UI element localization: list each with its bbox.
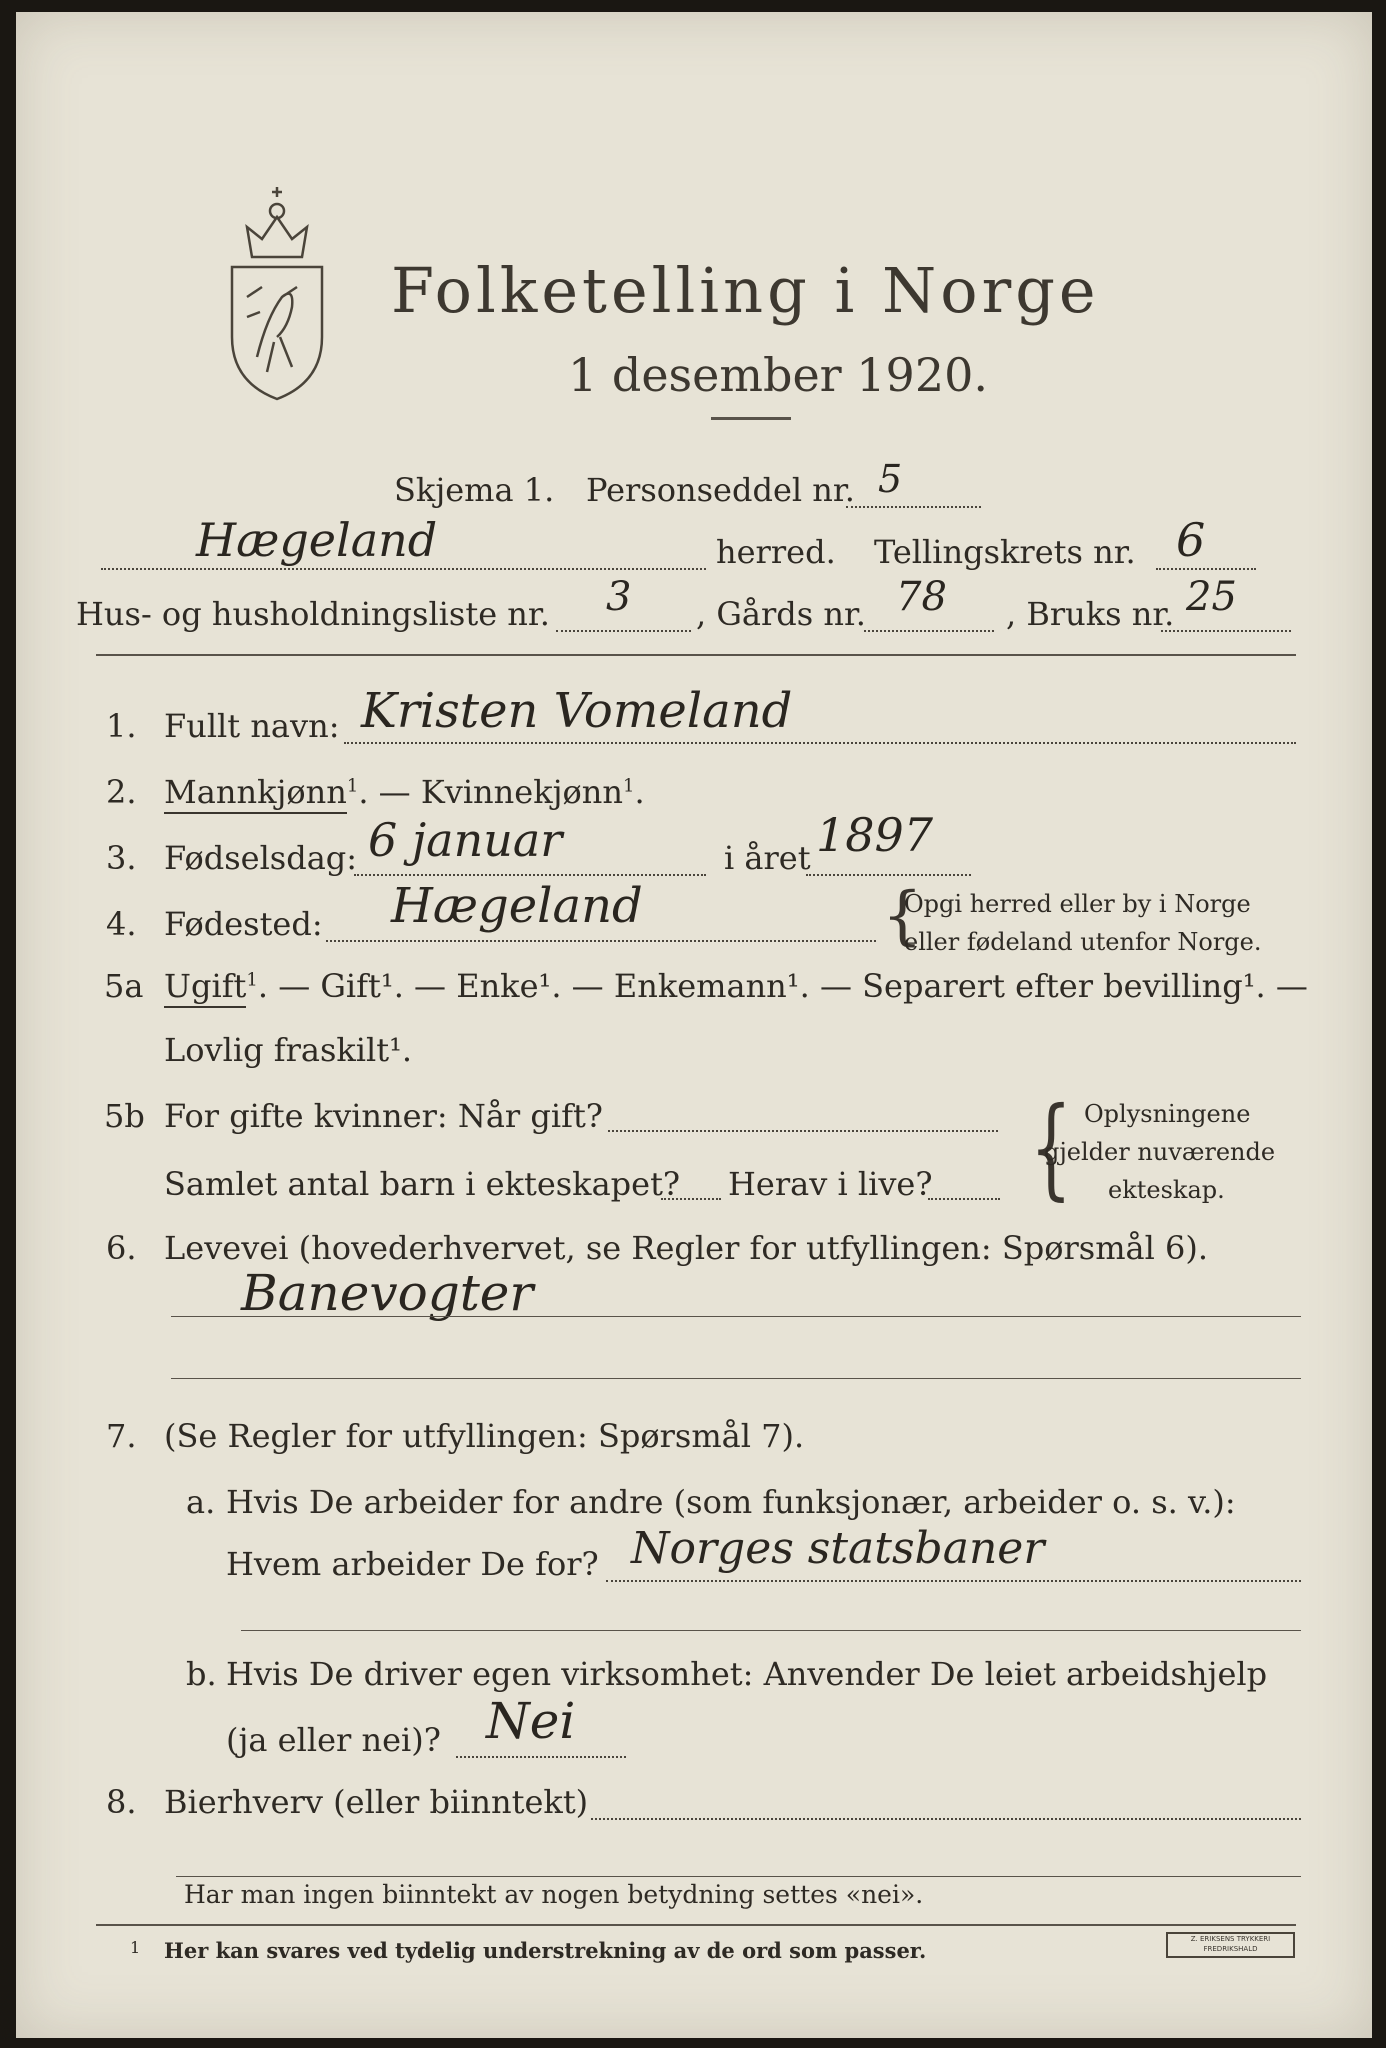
q7b-line2: (ja eller nei)? bbox=[226, 1721, 441, 1759]
skjema-label: Skjema 1. bbox=[394, 471, 555, 509]
q5b-line2a: Samlet antal barn i ekteskapet? bbox=[164, 1165, 681, 1203]
gards-value: 78 bbox=[896, 574, 947, 620]
q2-option-kvinne: Kvinnekjønn bbox=[420, 773, 623, 811]
tellingskrets-label: Tellingskrets nr. bbox=[874, 533, 1136, 571]
q7a-answer-line2 bbox=[241, 1630, 1301, 1631]
q2-end: . bbox=[634, 773, 645, 811]
personseddel-label: Personseddel nr. bbox=[586, 471, 855, 509]
herred-label: herred. bbox=[716, 533, 836, 571]
q5b-note-line2: gjelder nuværende bbox=[1044, 1138, 1276, 1166]
header-divider bbox=[96, 654, 1296, 656]
q4-note-brace: { bbox=[882, 879, 923, 953]
q4-number: 4. bbox=[106, 905, 137, 943]
norwegian-coat-of-arms-icon bbox=[222, 187, 332, 402]
q7b-field-line bbox=[456, 1756, 626, 1758]
personseddel-field-line bbox=[846, 506, 981, 508]
q2-options: Mannkjønn$^1$. — Kvinnekjønn$^1$. bbox=[164, 776, 645, 808]
q3-value: 6 januar bbox=[368, 813, 563, 867]
q2-option-mann: Mannkjønn bbox=[164, 773, 347, 814]
q5b-line1: For gifte kvinner: Når gift? bbox=[164, 1097, 603, 1135]
personseddel-value: 5 bbox=[878, 457, 903, 501]
q5a-options: Ugift$^1$. — Gift¹. — Enke¹. — Enkemann¹. — Separert efter bevilling¹. — bbox=[164, 970, 1308, 1002]
hus-field-line bbox=[556, 630, 691, 632]
gards-label: , Gårds nr. bbox=[696, 595, 866, 633]
q5b-married-field-line bbox=[608, 1130, 998, 1132]
q7a-line1: Hvis De arbeider for andre (som funksjonær, arbeider o. s. v.): bbox=[226, 1483, 1236, 1521]
form-title: Folketelling i Norge bbox=[391, 254, 1100, 327]
q8-number: 8. bbox=[106, 1783, 137, 1821]
q5b-alive-field-line bbox=[928, 1198, 1000, 1200]
q8-field-line bbox=[591, 1818, 1301, 1820]
q5a-other-options: . — Gift¹. — Enke¹. — Enkemann¹. — Separert efter bevilling¹. — bbox=[257, 967, 1308, 1005]
q1-field-line bbox=[344, 742, 1296, 744]
q4-field-line bbox=[326, 940, 876, 942]
q5b-line2b: Herav i live? bbox=[728, 1165, 933, 1203]
q4-value: Hægeland bbox=[391, 878, 643, 934]
q6-answer-line1 bbox=[171, 1316, 1301, 1317]
q5b-number: 5b bbox=[104, 1097, 145, 1135]
title-divider bbox=[711, 417, 791, 420]
q1-label: Fullt navn: bbox=[164, 707, 340, 745]
q7b-line1: Hvis De driver egen virksomhet: Anvender De leiet arbeidshjelp bbox=[226, 1655, 1268, 1693]
footnote-text: Her kan svares ved tydelig understrekning av de ord som passer. bbox=[164, 1938, 927, 1963]
hus-label: Hus- og husholdningsliste nr. bbox=[76, 595, 550, 633]
footer-divider bbox=[96, 1924, 1296, 1926]
q5b-note-line1: Oplysningene bbox=[1084, 1100, 1251, 1128]
q5a-line2: Lovlig fraskilt¹. bbox=[164, 1031, 413, 1069]
q7a-field-line bbox=[606, 1580, 1301, 1582]
q8-answer-line2 bbox=[176, 1876, 1301, 1877]
q2-separator: . — bbox=[358, 773, 421, 811]
q7a-line2: Hvem arbeider De for? bbox=[226, 1545, 599, 1583]
form-date: 1 desember 1920. bbox=[568, 348, 988, 402]
q4-note-line1: Opgi herred eller by i Norge bbox=[904, 890, 1251, 918]
q7b-value: Nei bbox=[486, 1692, 576, 1750]
q7b-letter: b. bbox=[186, 1655, 217, 1693]
q8-label: Bierhverv (eller biinntekt) bbox=[164, 1783, 589, 1821]
q6-label: Levevei (hovederhvervet, se Regler for utfyllingen: Spørsmål 6). bbox=[164, 1229, 1209, 1267]
q3-number: 3. bbox=[106, 839, 137, 877]
q1-number: 1. bbox=[106, 707, 137, 745]
q6-value: Banevogter bbox=[241, 1264, 534, 1322]
footnote-number: 1 bbox=[130, 1938, 141, 1957]
q3-label: Fødselsdag: bbox=[164, 839, 358, 877]
herred-field-line bbox=[101, 568, 706, 570]
gards-field-line bbox=[864, 630, 994, 632]
q5a-option-ugift: Ugift bbox=[164, 967, 246, 1008]
census-form-page bbox=[16, 12, 1372, 2038]
q7-number: 7. bbox=[106, 1417, 137, 1455]
q5b-note-line3: ekteskap. bbox=[1108, 1176, 1225, 1204]
q4-note-line2: eller fødeland utenfor Norge. bbox=[904, 928, 1262, 956]
q1-value: Kristen Vomeland bbox=[361, 683, 793, 739]
q7a-letter: a. bbox=[186, 1483, 216, 1521]
tellingskrets-field-line bbox=[1156, 568, 1256, 570]
q6-answer-line2 bbox=[171, 1378, 1301, 1379]
q3-year-value: 1897 bbox=[816, 808, 934, 862]
q7a-value: Norges statsbaner bbox=[631, 1523, 1045, 1574]
bruks-field-line bbox=[1161, 630, 1291, 632]
printer-stamp: Z. ERIKSENS TRYKKERI FREDRIKSHALD bbox=[1166, 1932, 1295, 1958]
q5b-note-brace: { bbox=[1030, 1083, 1072, 1211]
footer-note: Har man ingen biinntekt av nogen betydning settes «nei». bbox=[184, 1880, 924, 1909]
q6-number: 6. bbox=[106, 1229, 137, 1267]
q4-label: Fødested: bbox=[164, 905, 323, 943]
q5a-number: 5a bbox=[104, 967, 144, 1005]
q3-year-label: i året bbox=[724, 839, 811, 877]
tellingskrets-value: 6 bbox=[1176, 513, 1206, 567]
bruks-label: , Bruks nr. bbox=[1006, 595, 1175, 633]
bruks-value: 25 bbox=[1186, 574, 1237, 620]
q3-year-field-line bbox=[806, 874, 971, 876]
q2-number: 2. bbox=[106, 773, 137, 811]
q3-field-line bbox=[354, 874, 706, 876]
herred-value: Hægeland bbox=[196, 513, 438, 567]
q7-label: (Se Regler for utfyllingen: Spørsmål 7). bbox=[164, 1417, 805, 1455]
hus-value: 3 bbox=[606, 574, 632, 620]
q5b-children-field-line bbox=[661, 1198, 721, 1200]
